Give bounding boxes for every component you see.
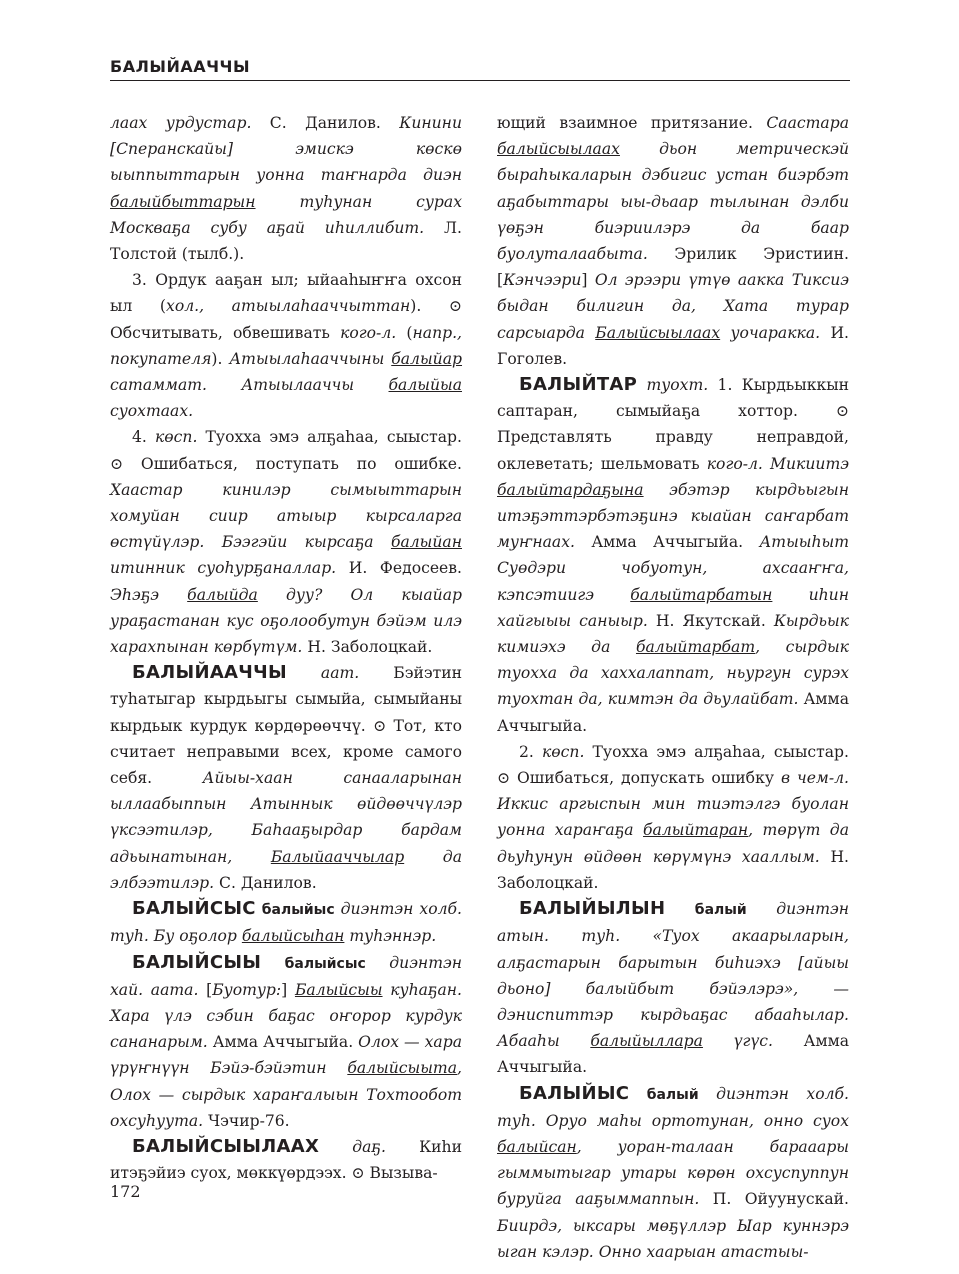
text: Н. Якутскай. (647, 611, 774, 630)
underlined-example: балыйтардаҕына (497, 480, 644, 499)
headword: БАЛЫЙЫС (519, 1082, 630, 1104)
italic-text: Буотур: (212, 980, 282, 999)
text: Амма Аччыгыйа. (207, 1033, 359, 1052)
dictionary-entry (110, 424, 462, 660)
underlined-example: Балыйсыылаах (595, 323, 721, 342)
italic-text: напр., покупателя (110, 323, 463, 368)
underlined-example: Балыйсыы (294, 980, 383, 999)
text: 1. Кырдьыккын саптаран, сымыйаҕа хоттор. ⊙ Представлять правду неправдой, оклеветать; шельмовать (497, 376, 849, 473)
italic-text: Кырдьык кимиэхэ да (497, 611, 849, 657)
italic-text: туохт. (637, 376, 709, 395)
dictionary-entry (497, 739, 849, 896)
underlined-example: балыйбыттарын (110, 192, 256, 211)
text: Бэйэтин туһатыгар кырдьыгы сымыйа, сымыйаны кырдьык курдук көрдөрөөччү. ⊙ Тот, кто считает неправыми всех, кроме самого себя. (110, 664, 462, 788)
right-column (497, 110, 849, 1265)
text: ющий взаимное притязание. (497, 114, 767, 132)
text: С. Данилов. (214, 873, 317, 892)
underlined-example: балыйсыһан (241, 927, 345, 946)
example-word (295, 981, 383, 999)
example-word (391, 533, 462, 551)
left-column (110, 110, 462, 1186)
italic-text: диэнтэн хай. аата. (110, 953, 462, 999)
italic-text: аат. (286, 664, 360, 683)
running-head: БАЛЫЙААЧЧЫ (110, 57, 251, 76)
italic-text: Эһэҕэ (110, 585, 188, 604)
italic-text: Айыы-хаан санааларынан ыллаабыппын Атыннык өйдөөччүлэр үксээтилэр, Баһааҕырдар бардам адьынатынан, (110, 769, 462, 866)
italic-text: Кэнчээри (503, 271, 582, 290)
base-word: балыйыс (255, 902, 335, 919)
headword: БАЛЫЙТАР (519, 374, 638, 396)
example-word (110, 193, 256, 211)
italic-text: үгүс. (702, 1032, 773, 1051)
example-word (497, 1138, 577, 1156)
italic-text: суохтаах. (110, 402, 194, 421)
italic-text: , Олох — сырдык хараҥалыын Тохтообот охсуһуута. (110, 1059, 462, 1130)
example-word (347, 1059, 457, 1077)
text: Амма Аччыгыйа. (574, 533, 760, 552)
text: Киһи итэҕэйиэ суох, мөккүөрдээх. ⊙ Вызыва- (110, 1137, 462, 1183)
italic-text: Микиитэ (770, 454, 849, 473)
text: Амма Аччыгыйа. (497, 1032, 849, 1077)
italic-text: диэнтэн холб. туһ. Бу оҕолор (110, 900, 462, 946)
text: [ (198, 980, 213, 999)
italic-text: туһэннэр. (344, 927, 437, 946)
italic-text: Ол эрээри үтүө аакка Тиксиэ быдан билигин да, Хата турар сарсыарда (497, 271, 849, 342)
underlined-example: балыйыа (388, 376, 462, 395)
text: ] (581, 271, 595, 290)
text: П. Ойуунускай. (699, 1190, 849, 1209)
text (763, 455, 770, 473)
headword: БАЛЫЙСЫС (132, 898, 256, 920)
base-word: балый (665, 902, 747, 919)
text: ). ⊙ Обсчитывать, обвешивать (110, 297, 462, 342)
italic-text: даҕ. (319, 1137, 386, 1156)
text: ( (396, 323, 413, 342)
italic-text: лаах урдустар. (110, 114, 252, 132)
dictionary-entry (110, 896, 462, 949)
dictionary-entry (110, 267, 462, 424)
dictionary-entry (497, 1081, 849, 1265)
underlined-example: балыйсан (497, 1137, 577, 1156)
underlined-example: балыйда (187, 585, 258, 604)
dictionary-entry (110, 660, 462, 896)
italic-text: диэнтэн атын. туһ. «Туох акаарыларын, алҕастарын барытын биһиэхэ [айыы дьоно] балыйбыт бэйэлэрэ», — дэниспиттэр кырдьаҕас абааһылар. Абааһы (497, 900, 849, 1051)
headword: БАЛЫЙСЫЫ (132, 951, 262, 973)
italic-text: итинник суоһурҕаналлар. (110, 559, 337, 578)
italic-text: дьон метрическэй быраһыкаларын дэбигис устан биэрбэт аҕабыттары ыы-дьаар тылынан дэлби үөҕэн биэриилэрэ да баар буолуталаабыта. (497, 140, 849, 264)
text: ] (281, 980, 295, 999)
text: Эрилик Эристиин. [ (497, 245, 849, 290)
underlined-example: балыйсыылаах (497, 140, 620, 159)
dictionary-entry (110, 950, 462, 1134)
example-word (590, 1032, 703, 1050)
dictionary-entry (497, 372, 849, 739)
underlined-example: балыйтаран (643, 821, 749, 840)
italic-text: сатаммат. Атыылааччы (110, 376, 389, 395)
text: Н. Заболоцкай. (497, 847, 850, 892)
headword: БАЛЫЙААЧЧЫ (132, 662, 287, 684)
dictionary-entry (497, 110, 849, 372)
italic-text: в чем-л. Иккис аргыспын мин тиэтэлгэ буолан уонна хараҥаҕа (497, 769, 850, 840)
example-word (497, 481, 644, 499)
text: Туохха эмэ алҕаһаа, сыыстар. ⊙ Ошибаться, допускать ошибку (497, 742, 849, 788)
italic-text: Кинини [Сперанскайы] эмискэ көскө ыыппыттарын уонна таҥнарда диэн (110, 114, 462, 185)
underlined-example: балыйан (390, 533, 462, 552)
example-word (242, 927, 345, 945)
dictionary-entry (110, 110, 462, 267)
headword: БАЛЫЙСЫЫЛААХ (132, 1135, 320, 1157)
underlined-example: балыйар (391, 349, 463, 368)
example-word (630, 586, 772, 604)
example-word (643, 821, 748, 839)
example-word (595, 324, 720, 342)
italic-text: , төрүт да дьуһунун өйдөөн көрүмүнэ хааллым. (497, 821, 849, 866)
example-word (391, 350, 462, 368)
base-word: балыйсыс (261, 955, 366, 972)
italic-text: хол., атыылаһааччыттан (166, 297, 411, 316)
text: И. Федосеев. (336, 559, 463, 578)
italic-text: куһаҕан. Хара үлэ сэбин баҕас оҥорор курдук сананарым. (110, 980, 463, 1052)
italic-text: Биирдэ, ыксары мөҕүллэр Ыар куннэрэ ыган кэлэр. Онно хаарыан атастыы- (497, 1216, 849, 1261)
italic-text: Олох — хара үрүҥнүүн Бэйэ-бэйэтин (110, 1033, 462, 1078)
italic-text: диэнтэн холб. туһ. Оруо маһы ортотунан, онно суох (497, 1084, 849, 1130)
example-word (636, 638, 755, 656)
text: ). (211, 349, 230, 368)
italic-text: кого-л. (340, 323, 397, 342)
italic-text: туһунан сурах Москваҕа субу аҕай иһиллибит. (110, 192, 462, 237)
text: И. Гоголев. (497, 323, 849, 368)
text: 3. Ордук ааҕан ыл; ыйааһыҥҥа охсон ыл ( (110, 271, 462, 316)
page-number: 172 (110, 1182, 141, 1201)
base-word: балый (629, 1086, 699, 1103)
text: 4. (132, 428, 155, 447)
italic-text: , уоран-талаан барааары гыммытыгар утары көрөн охсуспуппун буруйга ааҕыммаппын. (497, 1137, 849, 1209)
text: Чэчир-76. (203, 1111, 290, 1130)
text: С. Данилов. (251, 114, 400, 132)
underlined-example: Балыйааччылар (270, 847, 405, 866)
example-word (497, 140, 620, 158)
italic-text: Атыыһыт Суөдэри чобуотун, ахсааҥҥа, кэпсэтиигэ (497, 533, 849, 604)
italic-text: кого-л. (706, 454, 763, 473)
example-word (187, 586, 258, 604)
italic-text: да элбээтилэр. (110, 847, 462, 892)
headword: БАЛЫЙЫЛЫН (519, 898, 666, 920)
text: Н. Заболоцкай. (302, 638, 433, 657)
example-word (389, 376, 462, 394)
italic-text: көсп. (541, 742, 585, 761)
example-word (271, 848, 404, 866)
text: Амма Аччыгыйа. (497, 690, 849, 735)
italic-text: Хаастар кинилэр сымыыттарын хомуйан сиир атыыр кырсаларга өстүйүлэр. Бээгэйи кырсаҕа (110, 480, 462, 552)
italic-text: иһин хайгыыы саныыр. (497, 585, 849, 630)
italic-text: Саастара (766, 114, 849, 132)
dictionary-entry (110, 1134, 462, 1186)
underlined-example: балыйыллара (590, 1032, 703, 1051)
italic-text: Атыылаһааччыны (229, 349, 392, 368)
underlined-example: балыйтарбат (635, 638, 756, 657)
dictionary-entry (497, 896, 849, 1080)
text: Туохха эмэ алҕаһаа, сыыстар. ⊙ Ошибаться, поступать по ошибке. (110, 428, 462, 473)
italic-text: көсп. (154, 428, 198, 447)
italic-text: уочаракка. (720, 323, 821, 342)
italic-text: эбэтэр кырдьыгын итэҕэттэрбэтэҕинэ кыайан саҥарбат муҥнаах. (497, 480, 849, 552)
italic-text: , сырдык туохха да хаххалаппат, ньургун сурэх туохтан да, кимтэн да дьулайбат. (497, 638, 849, 709)
italic-text: дуу? Ол кыайар ураҕастанан кус оҕолообутун бэйэм илэ харахпынан көрбүтүм. (110, 585, 462, 657)
header-rule (110, 80, 850, 81)
underlined-example: балыйсыыта (347, 1059, 458, 1078)
text: Л. Толстой (тылб.). (110, 218, 462, 264)
underlined-example: балыйтарбатын (630, 585, 773, 604)
text: 2. (519, 742, 542, 761)
